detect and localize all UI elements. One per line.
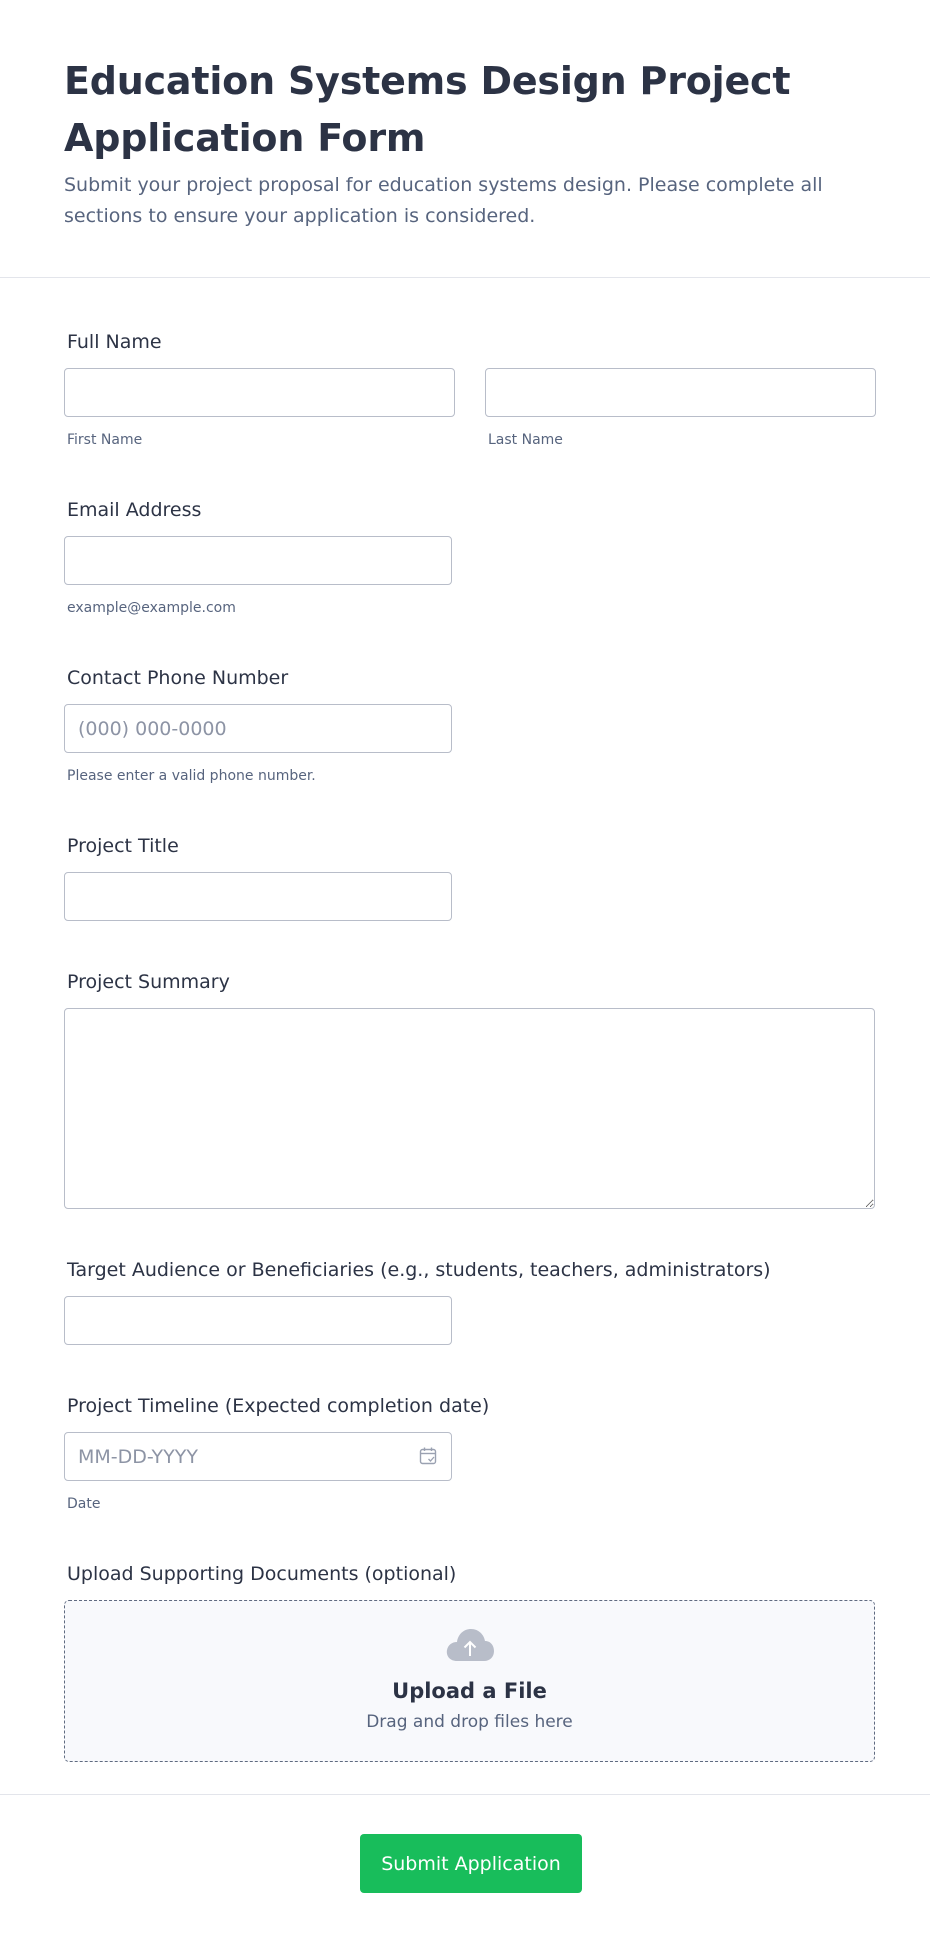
timeline-label: Project Timeline (Expected completion date) [67, 1395, 490, 1417]
project-title-label: Project Title [67, 835, 179, 857]
project-title-input[interactable] [64, 872, 452, 921]
phone-input[interactable] [64, 704, 452, 753]
upload-label: Upload Supporting Documents (optional) [67, 1563, 457, 1585]
phone-label: Contact Phone Number [67, 667, 289, 689]
full-name-label: Full Name [67, 331, 162, 353]
email-input[interactable] [64, 536, 452, 585]
project-summary-label: Project Summary [67, 971, 230, 993]
upload-field [64, 1562, 875, 1762]
submit-button[interactable]: Submit Application [360, 1834, 582, 1893]
phone-sublabel: Please enter a valid phone number. [67, 768, 316, 784]
phone-field [64, 666, 452, 785]
target-audience-input[interactable] [64, 1296, 452, 1345]
last-name-input[interactable] [485, 368, 876, 417]
date-picker [64, 1432, 452, 1481]
calendar-icon[interactable] [418, 1446, 438, 1466]
last-name-sublabel: Last Name [488, 432, 563, 448]
file-dropzone[interactable] [64, 1600, 875, 1762]
upload-title: Upload a File [392, 1679, 547, 1703]
target-audience-label: Target Audience or Beneficiaries (e.g., students, teachers, administrators) [67, 1259, 771, 1281]
form-header [0, 0, 930, 278]
project-summary-field [64, 970, 875, 1209]
timeline-date-input[interactable] [64, 1432, 452, 1481]
upload-hint: Drag and drop files here [366, 1712, 573, 1732]
project-title-field [64, 834, 452, 921]
email-field [64, 498, 452, 617]
full-name-field [64, 330, 876, 449]
page-title: Education Systems Design Project Application Form [64, 59, 791, 160]
cloud-upload-icon [445, 1627, 495, 1663]
page-subtitle: Submit your project proposal for education systems design. Please complete all sections to ensure your application is considered. [64, 174, 823, 227]
email-label: Email Address [67, 499, 202, 521]
target-audience-field [64, 1258, 771, 1345]
timeline-field [64, 1394, 489, 1513]
form-footer [0, 1794, 930, 1943]
email-sublabel: example@example.com [67, 600, 236, 616]
timeline-sublabel: Date [67, 1496, 101, 1512]
first-name-input[interactable] [64, 368, 455, 417]
first-name-sublabel: First Name [67, 432, 143, 448]
project-summary-textarea[interactable] [64, 1008, 875, 1209]
